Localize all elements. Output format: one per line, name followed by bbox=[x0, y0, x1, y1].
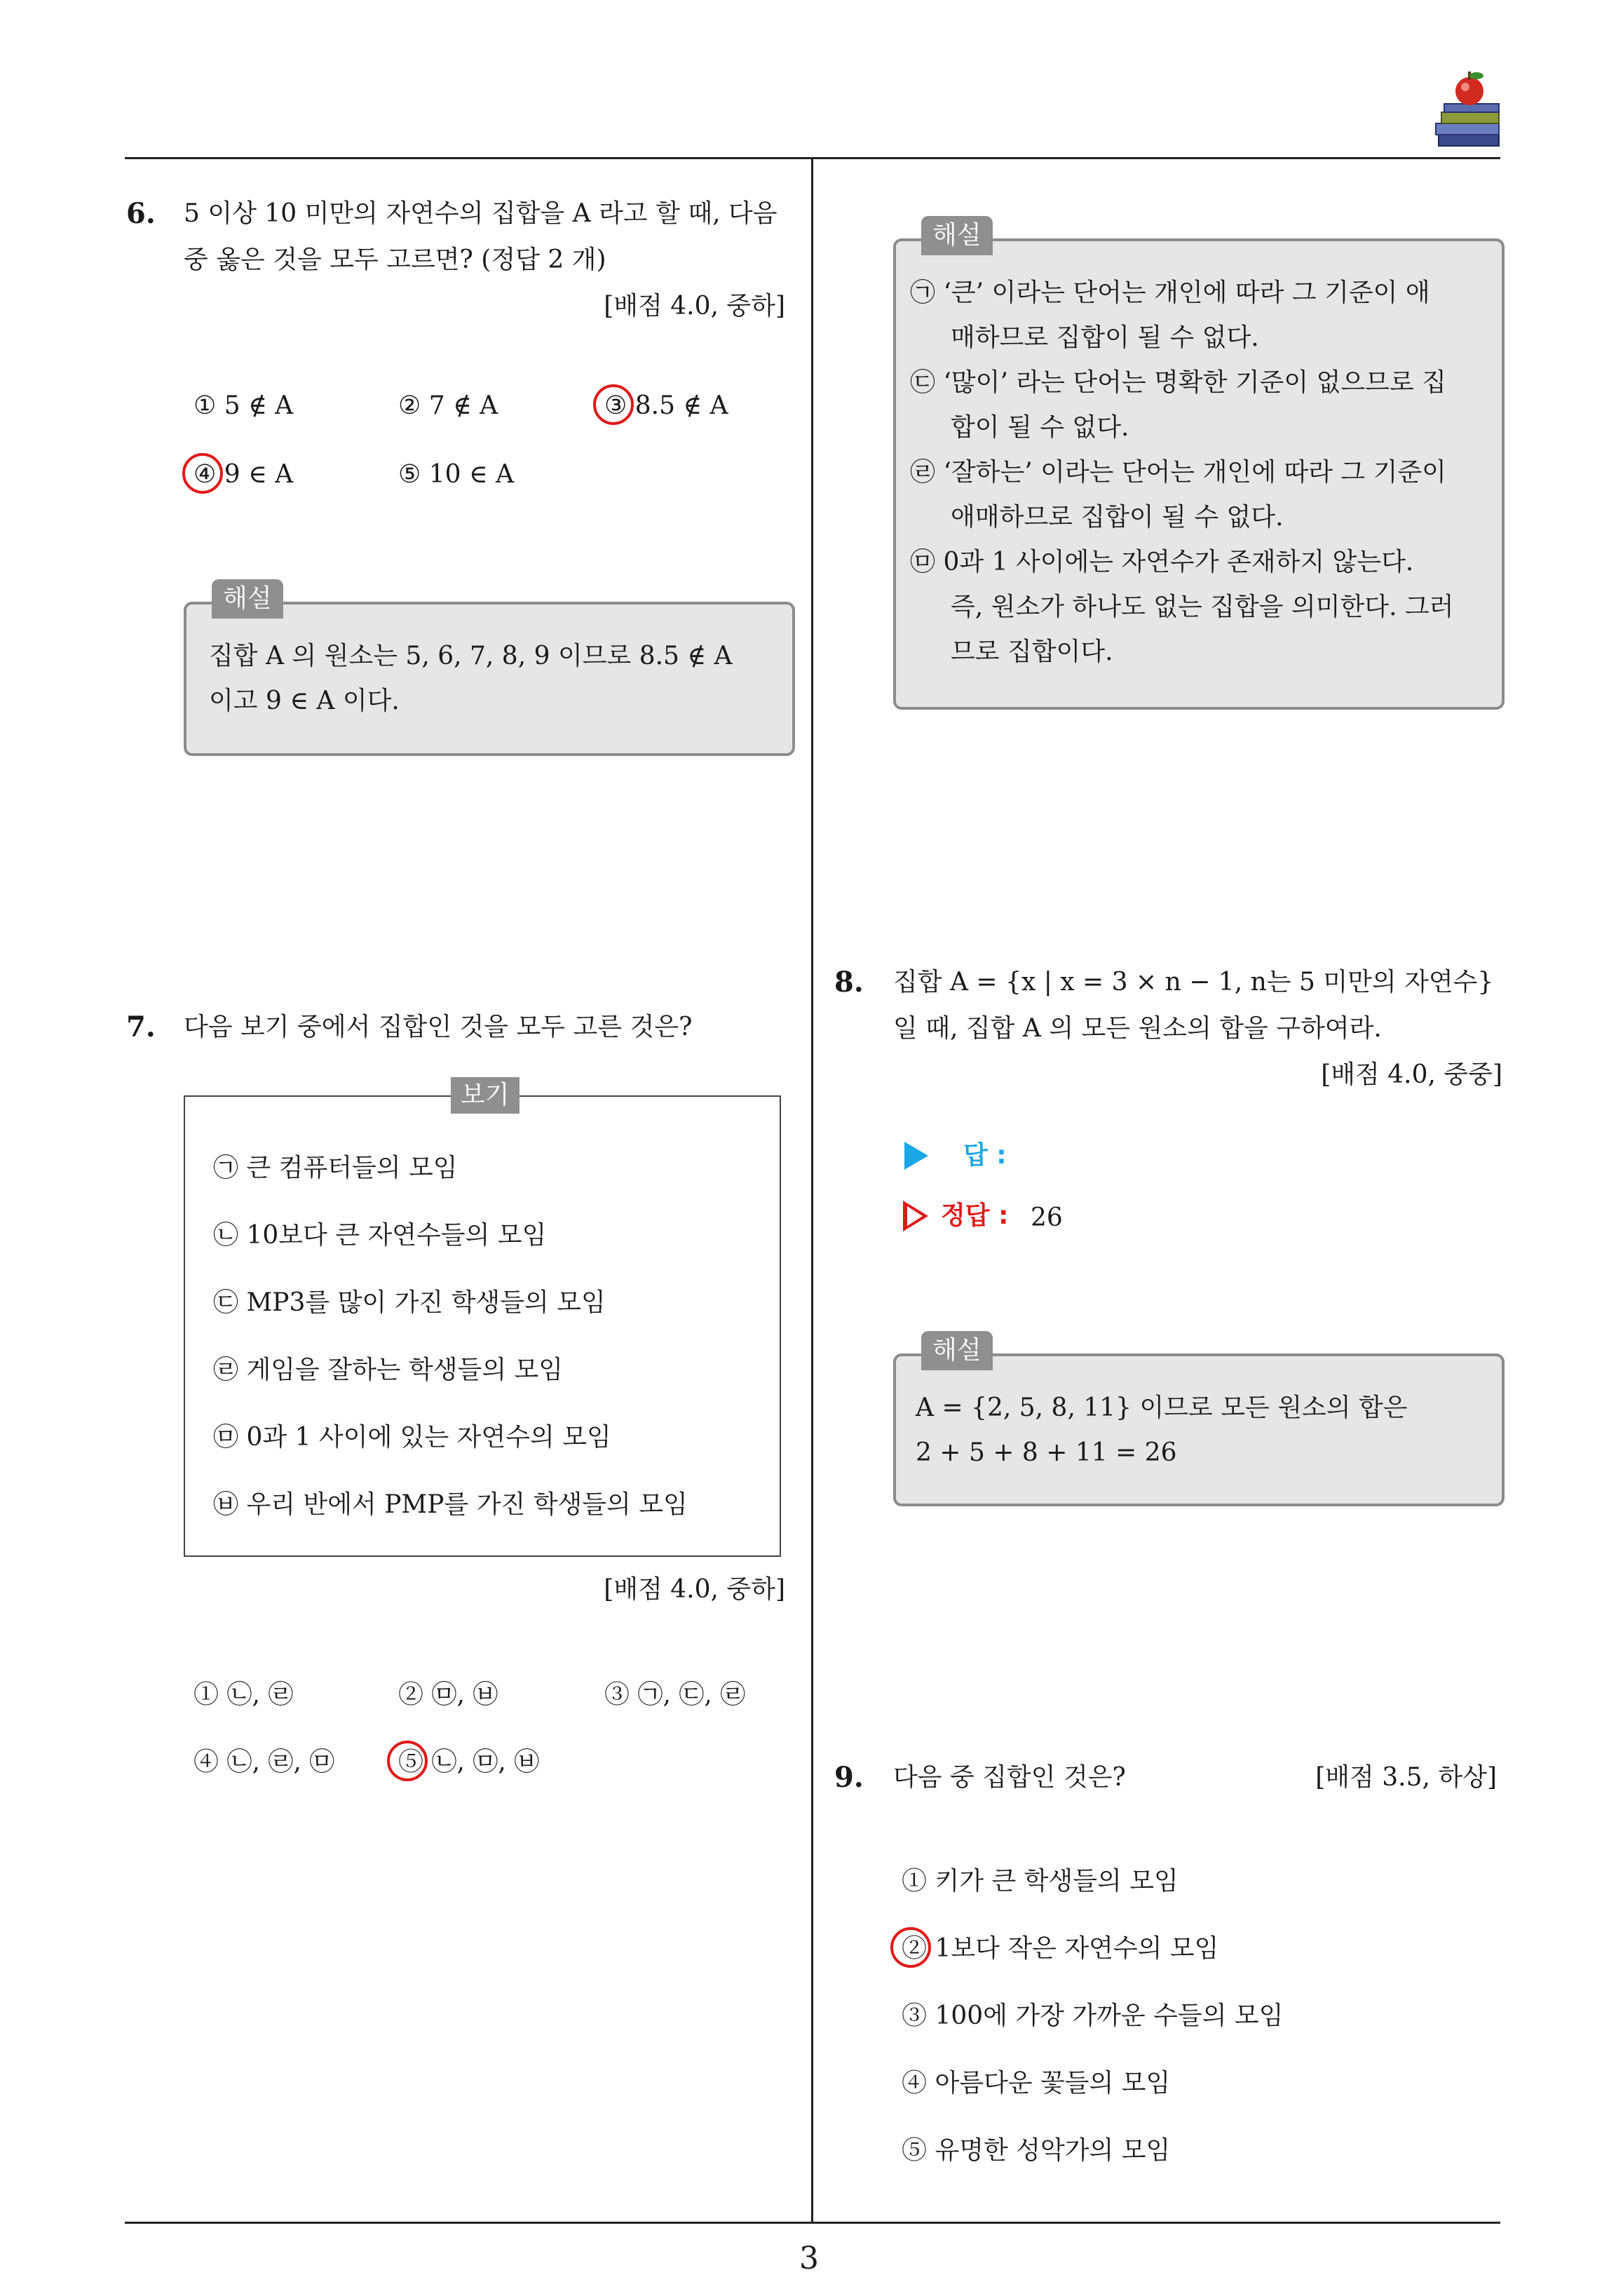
question-number: 7. bbox=[126, 1011, 156, 1044]
choice-5[interactable]: ⑤ 10 ∈ A bbox=[398, 460, 515, 489]
question-text: 일 때, 집합 A 의 모든 원소의 합을 구하여라. bbox=[893, 1014, 1382, 1043]
footer-rule bbox=[125, 2222, 1500, 2224]
explanation-line: 이고 9 ∈ A 이다. bbox=[209, 687, 400, 715]
boki-item: ㉡ 10보다 큰 자연수들의 모임 bbox=[213, 1221, 547, 1250]
question-text: 5 이상 10 미만의 자연수의 집합을 A 라고 할 때, 다음 bbox=[184, 199, 777, 228]
question-text: 중 옳은 것을 모두 고르면? (정답 2 개) bbox=[184, 245, 606, 274]
answer-mark-circle bbox=[387, 1741, 428, 1781]
explanation-line: 애매하므로 집합이 될 수 없다. bbox=[951, 503, 1284, 532]
answer-label: 답 : bbox=[963, 1141, 1007, 1170]
explanation-line: ㉤ 0과 1 사이에는 자연수가 존재하지 않는다. bbox=[910, 548, 1414, 576]
explanation-tag: 해설 bbox=[921, 1331, 993, 1370]
choice-4[interactable]: ④ 9 ∈ A bbox=[193, 460, 294, 489]
boki-tag: 보기 bbox=[451, 1077, 520, 1114]
choice-2[interactable]: ② 1보다 작은 자연수의 모임 bbox=[902, 1934, 1219, 1963]
boki-item: ㉣ 게임을 잘하는 학생들의 모임 bbox=[213, 1356, 564, 1384]
choice-1[interactable]: ① 키가 큰 학생들의 모임 bbox=[902, 1867, 1179, 1896]
choice-1[interactable]: ① 5 ∉ A bbox=[193, 391, 294, 420]
page-number: 3 bbox=[799, 2241, 819, 2276]
choice-3[interactable]: ③ 100에 가장 가까운 수들의 모임 bbox=[902, 2001, 1284, 2030]
correct-arrow-icon bbox=[903, 1201, 928, 1231]
choice-3[interactable]: ③ ㉠, ㉢, ㉣ bbox=[604, 1680, 746, 1709]
explanation-line: ㉠ ‘큰’ 이라는 단어는 개인에 따라 그 기준이 애 bbox=[910, 278, 1430, 307]
score-label: [배점 4.0, 중하] bbox=[604, 292, 785, 320]
boki-item: ㉠ 큰 컴퓨터들의 모임 bbox=[213, 1154, 458, 1182]
boki-item: ㉥ 우리 반에서 PMP를 가진 학생들의 모임 bbox=[213, 1490, 688, 1519]
question-number: 9. bbox=[834, 1761, 864, 1794]
choice-5[interactable]: ⑤ ㉡, ㉤, ㉥ bbox=[398, 1748, 540, 1776]
question-number: 6. bbox=[126, 197, 156, 230]
score-label: [배점 4.0, 중하] bbox=[604, 1575, 785, 1604]
choice-4[interactable]: ④ 아름다운 꽃들의 모임 bbox=[902, 2069, 1171, 2098]
answer-mark-circle bbox=[890, 1927, 931, 1968]
question-text: 다음 보기 중에서 집합인 것을 모두 고른 것은? bbox=[184, 1013, 693, 1041]
question-number: 8. bbox=[834, 966, 864, 999]
answer-mark-circle bbox=[593, 384, 634, 425]
explanation-line: 매하므로 집합이 될 수 없다. bbox=[951, 323, 1259, 352]
choice-1[interactable]: ① ㉡, ㉣ bbox=[193, 1680, 294, 1709]
boki-item: ㉤ 0과 1 사이에 있는 자연수의 모임 bbox=[213, 1423, 611, 1452]
question-text: 집합 A = {x | x = 3 × n − 1, n는 5 미만의 자연수} bbox=[893, 968, 1494, 997]
choice-5[interactable]: ⑤ 유명한 성악가의 모임 bbox=[902, 2136, 1171, 2165]
score-label: [배점 4.0, 중중] bbox=[1321, 1060, 1502, 1089]
explanation-line: 므로 집합이다. bbox=[951, 637, 1113, 666]
explanation-line: ㉣ ‘잘하는’ 이라는 단어는 개인에 따라 그 기준이 bbox=[910, 458, 1446, 487]
question-text: 다음 중 집합인 것은? bbox=[893, 1763, 1126, 1792]
explanation-line: A = {2, 5, 8, 11} 이므로 모든 원소의 합은 bbox=[916, 1393, 1408, 1422]
explanation-line: 합이 될 수 없다. bbox=[951, 413, 1129, 442]
explanation-tag: 해설 bbox=[921, 216, 993, 255]
answer-mark-circle bbox=[182, 453, 223, 494]
explanation-line: ㉢ ‘많이’ 라는 단어는 명확한 기준이 없으므로 집 bbox=[910, 368, 1446, 397]
score-label: [배점 3.5, 하상] bbox=[1315, 1763, 1497, 1792]
column-divider bbox=[811, 157, 813, 2223]
answer-arrow-icon bbox=[904, 1142, 928, 1170]
choice-2[interactable]: ② ㉤, ㉥ bbox=[398, 1680, 498, 1709]
apple-on-books-icon bbox=[1430, 70, 1507, 154]
choice-4[interactable]: ④ ㉡, ㉣, ㉤ bbox=[193, 1748, 335, 1776]
choice-2[interactable]: ② 7 ∉ A bbox=[398, 391, 498, 420]
correct-value: 26 bbox=[1031, 1203, 1063, 1232]
explanation-line: 2 + 5 + 8 + 11 = 26 bbox=[916, 1438, 1177, 1467]
explanation-line: 집합 A 의 원소는 5, 6, 7, 8, 9 이므로 8.5 ∉ A bbox=[209, 642, 733, 670]
explanation-line: 즉, 원소가 하나도 없는 집합을 의미한다. 그러 bbox=[951, 593, 1454, 621]
boki-item: ㉢ MP3를 많이 가진 학생들의 모임 bbox=[213, 1288, 606, 1317]
choice-3[interactable]: ③ 8.5 ∉ A bbox=[604, 391, 728, 420]
correct-label: 정답 : bbox=[941, 1201, 1009, 1230]
explanation-tag: 해설 bbox=[212, 579, 283, 619]
